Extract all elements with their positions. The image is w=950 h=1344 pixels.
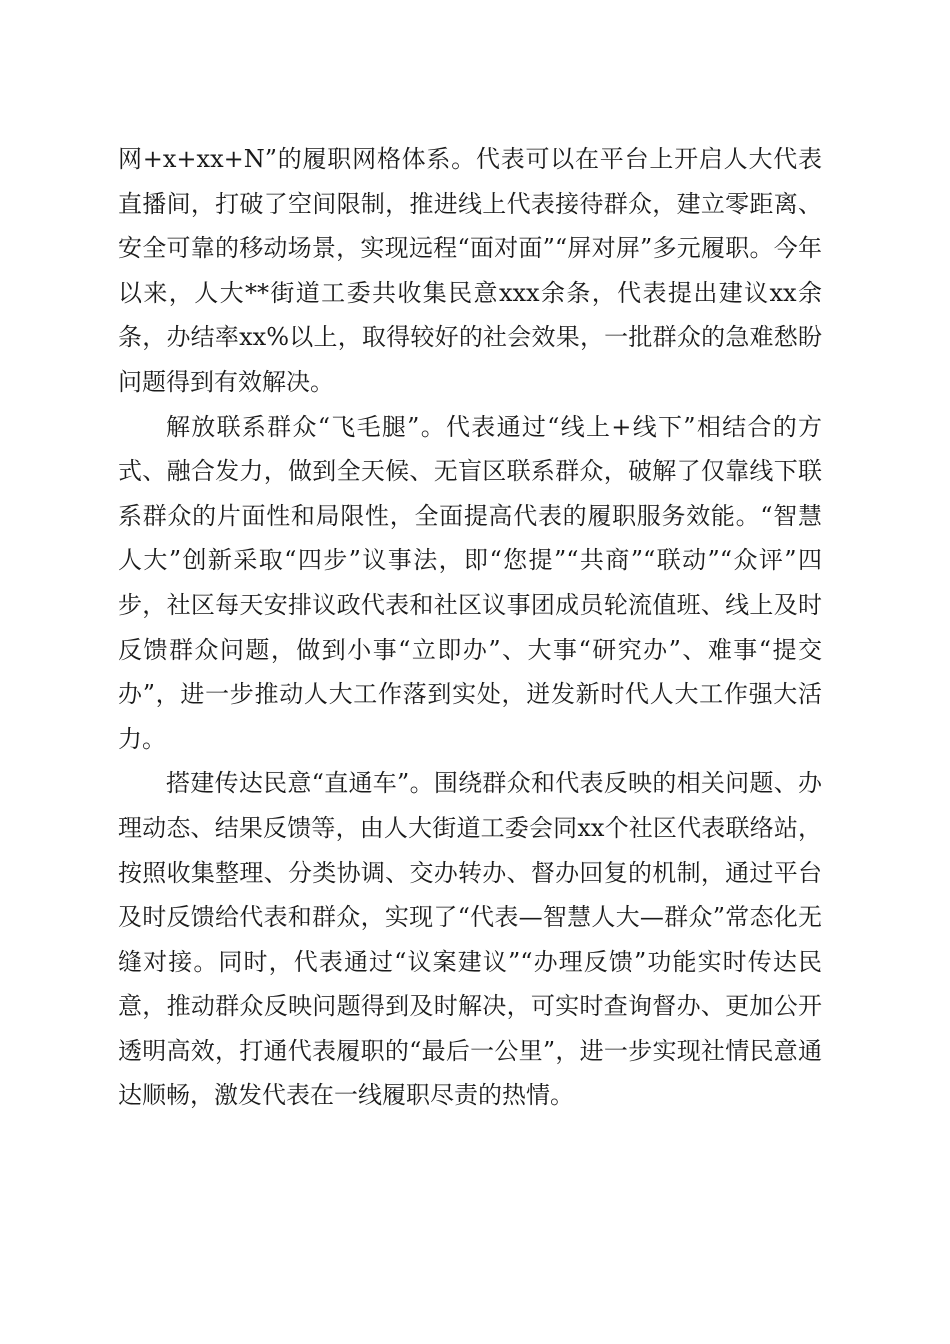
paragraph-public-opinion: 搭建传达民意“直通车”。围绕群众和代表反映的相关问题、办理动态、结果反馈等，由人大街道工委会同xx个社区代表联络站，按照收集整理、分类协调、交办转办、督办回复的机制，通过平台及时反馈给代表和群众，实现了“代表—智慧人大—群众”常态化无缝对接。同时，代表通过“议案建议”“办理反馈”功能实时传达民意，推动群众反映问题得到及时解决，可实时查询督办、更加公开透明高效，打通代表履职的“最后一公里”，进一步实现社情民意通达顺畅，激发代表在一线履职尽责的热情。 — [118, 769, 822, 1110]
paragraph-liaison: 解放联系群众“飞毛腿”。代表通过“线上+线下”相结合的方式、融合发力，做到全天候、无盲区联系群众，破解了仅靠线下联系群众的片面性和局限性，全面提高代表的履职服务效能。“智慧人大”创新采取“四步”议事法，即“您提”“共商”“联动”“众评”四步，社区每天安排议政代表和社区议事团成员轮流值班、线上及时反馈群众问题，做到小事“立即办”、大事“研究办”、难事“提交办”，进一步推动人大工作落到实处，迸发新时代人大工作强大活力。 — [118, 412, 822, 753]
paragraph-continued: 网+x+xx+N”的履职网格体系。代表可以在平台上开启人大代表直播间，打破了空间限制，推进线上代表接待群众，建立零距离、安全可靠的移动场景，实现远程“面对面”“屏对屏”多元履职。今年以来，人大**街道工委共收集民意xxx余条，代表提出建议xx余条，办结率xx%以上，取得较好的社会效果，一批群众的急难愁盼问题得到有效解决。 — [118, 145, 822, 396]
document-body — [118, 137, 822, 1118]
